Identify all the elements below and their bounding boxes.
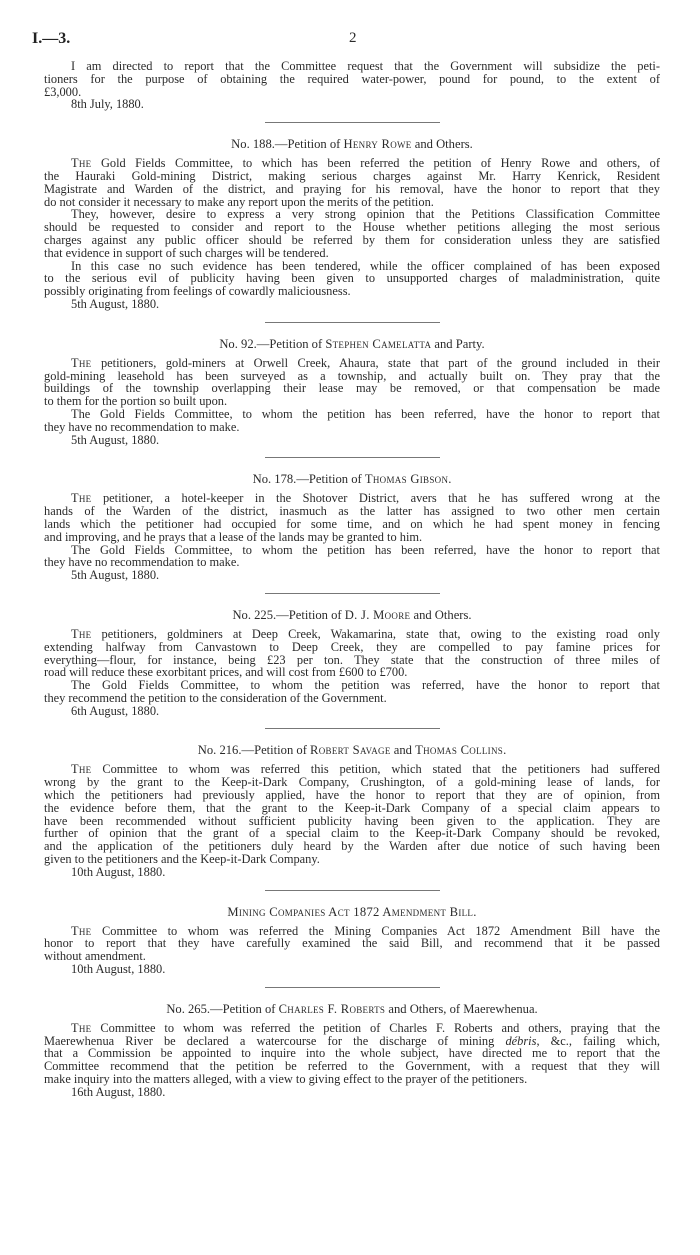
line-text: Committee to whom was referred the petition of Charles F. Roberts and others, praying that the — [100, 1020, 660, 1035]
line-text: that a Commission be appointed to inquire into the whole subject, have directed me to report that the — [44, 1046, 660, 1061]
heading-text: and — [390, 743, 416, 758]
line-text: road will reduce these exorbitant prices, and will cost from £600 to £700. — [44, 665, 408, 680]
line-text: The Gold Fields Committee, to whom the petition has been referred, have the honor to report that — [71, 542, 660, 557]
line-text: tioners for the purpose of obtaining the required water-power, pound for pound, to the extent of — [44, 71, 660, 86]
line-text: given to the petitioners and the Keep-it-Dark Company. — [44, 852, 320, 867]
heading-name: Thomas Collins — [415, 743, 504, 758]
heading-text: and Party. — [431, 336, 485, 351]
report-date: 8th July, 1880. — [71, 97, 144, 112]
lead-word: The — [71, 626, 92, 641]
line-text: petitioners, gold-miners at Orwell Creek, Ahaura, state that part of the ground included in their — [100, 355, 660, 370]
intro-section — [44, 60, 660, 111]
line-text: and improving, and he prays that a lease of the lands may be granted to him. — [44, 529, 423, 544]
heading-text: No. 188.—Petition of — [231, 137, 344, 152]
line-text: lands which the petitioner had occupied for some time, and on which he had spent money in fencing — [44, 516, 660, 531]
petition-section — [44, 138, 660, 311]
paragraph — [44, 679, 660, 705]
line-text: further of opinion that the grant of a special claim to the Keep-it-Dark Company should be revoked, — [44, 826, 660, 841]
paragraph — [44, 925, 660, 963]
heading-text: and Others. — [411, 137, 473, 152]
heading-text: No. 92.—Petition of — [219, 336, 326, 351]
line-text: have been recommended without sufficient publicity having been given to the application. They are — [44, 813, 660, 828]
report-date: 10th August, 1880. — [71, 864, 166, 879]
heading-text: No. 216.—Petition of — [197, 743, 311, 758]
text-line — [44, 73, 660, 86]
heading-text: . — [448, 472, 452, 487]
heading-text: and Others, of Maerewhenua. — [385, 1001, 538, 1016]
page-number: 2 — [349, 30, 357, 46]
heading-text: No. 225.—Petition of — [232, 607, 345, 622]
italic-text: débris — [505, 1033, 537, 1048]
report-date: 16th August, 1880. — [71, 1084, 166, 1099]
line-text: extending halfway from Canvastown to Deep Creek, they are compelled to pay famine prices for — [44, 639, 660, 654]
paragraph — [44, 157, 660, 208]
text-line — [44, 692, 660, 705]
line-text: Gold Fields Committee, to which has been referred the petition of Henry Rowe and others, of — [100, 156, 660, 171]
report-date: 10th August, 1880. — [71, 962, 166, 977]
line-text: Committee recommend that the petition be referred to the Government, with a request that they will — [44, 1059, 660, 1074]
lead-word: The — [71, 156, 92, 171]
line-text: honor to report that they have carefully examined the said Bill, and recommend that it be passed — [44, 936, 660, 951]
paragraph — [44, 357, 660, 408]
section-divider — [265, 728, 440, 729]
heading-text: and Others. — [410, 607, 472, 622]
line-text: they recommend the petition to the consideration of the Government. — [44, 690, 387, 705]
paragraph — [44, 260, 660, 298]
paragraph — [44, 1022, 660, 1086]
line-text: possibly originating from feelings of cowardly maliciousness. — [44, 284, 351, 299]
line-text: to the serious evil of publicity having been given to unsupported charges of maladministration, quite — [44, 271, 660, 286]
line-text: Committee to whom was referred this petition, which stated that the petitioners had suffered — [102, 762, 660, 777]
heading-text: No. 178.—Petition of — [252, 472, 365, 487]
section-divider — [265, 593, 440, 594]
petition-section — [44, 744, 660, 878]
section-divider — [265, 322, 440, 323]
section-heading — [44, 609, 660, 622]
line-text: without amendment. — [44, 949, 146, 964]
section-heading — [44, 138, 660, 151]
line-text: everything—flour, for instance, being £23 per ton. They state that the construction of three miles of — [44, 652, 660, 667]
line-text: petitioner, a hotel-keeper in the Shotover District, avers that he has suffered wrong at the — [102, 491, 660, 506]
report-date: 5th August, 1880. — [71, 296, 160, 311]
heading-name: Thomas Gibson — [364, 472, 449, 487]
heading-name: Stephen Camelatta — [325, 336, 432, 351]
line-text: The Gold Fields Committee, to whom the petition was referred, have the honor to report that — [71, 678, 660, 693]
petition-section — [44, 338, 660, 447]
line-text: Committee to whom was referred the Mining Companies Act 1872 Amendment Bill have the — [102, 923, 660, 938]
section-divider — [265, 890, 440, 891]
line-text: gold-mining leasehold has been surveyed as a township, and actually built on. They pray that the — [44, 368, 660, 383]
line-text: I am directed to report that the Committee request that the Government will subsidize the peti- — [71, 59, 660, 73]
document-reference: I.—3. — [32, 30, 71, 47]
heading-text: No. 265.—Petition of — [166, 1001, 279, 1016]
line-text: they have no recommendation to make. — [44, 555, 240, 570]
text-line — [44, 853, 660, 866]
line-text: petitioners, goldminers at Deep Creek, Wakamarina, state that, owing to the existing road only — [101, 626, 660, 641]
heading-name: Henry Rowe — [343, 137, 412, 152]
line-text: make inquiry into the matters alleged, with a view to giving effect to the prayer of the petitioners. — [44, 1072, 528, 1087]
heading-name: Mining Companies Act 1872 Amendment Bill. — [227, 904, 477, 919]
paragraph — [44, 628, 660, 679]
line-text: and the application of the petitioners duly heard by the Warden after due notice of such having been — [44, 839, 660, 854]
heading-text: . — [503, 743, 507, 758]
paragraph — [44, 492, 660, 543]
line-text: the Hauraki Gold-mining District, making serious charges against Mr. Harry Kenrick, Resident — [44, 168, 660, 183]
paragraph — [44, 60, 660, 98]
paragraph — [44, 208, 660, 259]
line-text: wrong by the grant to the Keep-it-Dark Company, Crushington, of a gold-mining lease of lands, for — [44, 775, 660, 790]
line-text: hands of the Warden of the district, inasmuch as the latter has assigned to two other men certain — [44, 504, 660, 519]
paragraph — [44, 408, 660, 434]
lead-word: The — [71, 491, 92, 506]
section-divider — [265, 122, 440, 123]
section-heading — [44, 473, 660, 486]
text-line — [44, 1073, 660, 1086]
report-date: 5th August, 1880. — [71, 432, 160, 447]
lead-word: The — [71, 355, 92, 370]
paragraph — [44, 544, 660, 570]
section-heading — [44, 1003, 660, 1016]
line-text: Magistrate and Warden of the district, and praying for his removal, have the honor to report that they — [44, 181, 660, 196]
document-body — [44, 60, 660, 1099]
report-date: 5th August, 1880. — [71, 568, 160, 583]
heading-name: Charles F. Roberts — [278, 1001, 386, 1016]
section-heading — [44, 744, 660, 757]
lead-word: The — [71, 923, 92, 938]
line-text: £3,000. — [44, 84, 82, 99]
line-text: The Gold Fields Committee, to whom the petition has been referred, have the honor to report that — [71, 406, 660, 421]
line-text: the evidence before them, that the grant to the Keep-it-Dark Company of a special claim appears to — [44, 800, 660, 815]
paragraph — [44, 763, 660, 865]
line-text: should be requested to consider and report to the House whether petitions alleging the most serious — [44, 220, 660, 235]
line-text: do not consider it necessary to make any report upon the merits of the petition. — [44, 194, 434, 209]
lead-word: The — [71, 762, 92, 777]
section-divider — [265, 457, 440, 458]
text-segment: , &c., failing which, — [536, 1033, 660, 1048]
page-header — [0, 30, 700, 50]
petition-section — [44, 609, 660, 718]
line-text: they have no recommendation to make. — [44, 419, 240, 434]
lead-word: The — [71, 1020, 92, 1035]
section-heading — [44, 338, 660, 351]
report-date: 6th August, 1880. — [71, 703, 160, 718]
heading-name: D. J. Moore — [344, 607, 411, 622]
line-text: buildings of the township overlapping their lease may be removed, or that compensation be made — [44, 381, 660, 396]
line-text: to them for the portion so built upon. — [44, 394, 228, 409]
text-line — [44, 421, 660, 434]
petition-section — [44, 906, 660, 976]
petition-section — [44, 473, 660, 582]
line-text: that evidence in support of such charges will be tendered. — [44, 245, 329, 260]
petition-section — [44, 1003, 660, 1099]
text-segment: Maerewhenua River be declared a watercourse for the discharge of mining — [44, 1033, 506, 1048]
line-text: They, however, desire to express a very strong opinion that the Petitions Classification Committee — [71, 207, 660, 222]
line-text: which the petitioners had previously applied, have the honor to report that they are of opinion, from — [44, 788, 660, 803]
section-divider — [265, 987, 440, 988]
section-heading — [44, 906, 660, 919]
heading-name: Robert Savage — [310, 743, 391, 758]
line-text: charges against any public officer should be referred by them for consideration unless they are satisfied — [44, 232, 660, 247]
line-text: In this case no such evidence has been tendered, while the officer complained of has been exposed — [71, 258, 660, 273]
